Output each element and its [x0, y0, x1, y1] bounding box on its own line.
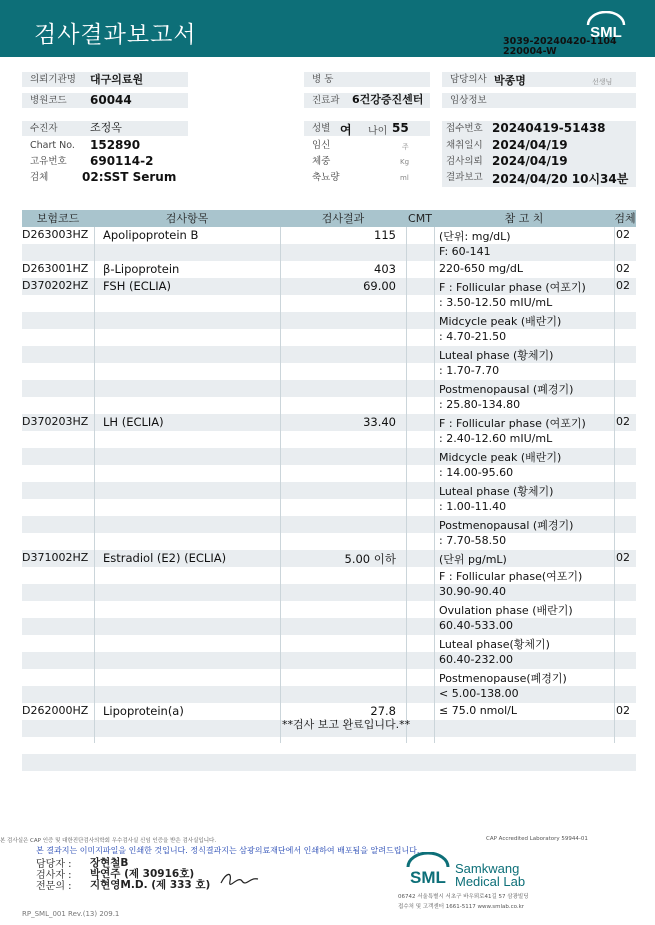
manager-value: 장현철B [90, 857, 129, 869]
reference-line: Midcycle peak (배란기) [439, 451, 562, 464]
test-item: LH (ECLIA) [103, 415, 164, 429]
insurance-code: D370203HZ [22, 415, 89, 428]
report-id-line1: 3039-20240420-1104 [503, 36, 617, 47]
hospital-code-value: 60044 [82, 93, 188, 108]
doctor-suffix: 선생님 [592, 78, 613, 86]
reference-line: 220-650 mg/dL [439, 262, 523, 275]
reference-line: : 7.70-58.50 [439, 534, 507, 547]
vitals-block [304, 121, 430, 187]
institution-label: 의뢰기관명 [22, 72, 82, 87]
notice: 본 결과지는 이미지파일을 인쇄한 것입니다. 정식결과지는 삼광의료재단에서 인쇄하여 배포됨을 알려드립니다. [36, 846, 420, 855]
specimen-code: 02 [616, 415, 630, 428]
institution-value: 대구의료원 [82, 72, 188, 87]
reference-line: Luteal phase (황체기) [439, 485, 554, 498]
insurance-code: D262000HZ [22, 704, 89, 717]
col-specimen: 검체 [614, 212, 636, 225]
reference-line: Luteal phase (황체기) [439, 349, 554, 362]
clinical-info-label: 임상정보 [442, 93, 636, 108]
receipt-value: 20240419-51438 [492, 121, 606, 135]
svg-text:SML: SML [590, 24, 622, 41]
reported-label: 결과보고 [446, 172, 483, 183]
doctor-label: 담당의사 [442, 72, 636, 87]
specialist-label: 전문의 : [36, 881, 72, 892]
specimen-code: 02 [616, 704, 630, 717]
reference-line: Midcycle peak (배란기) [439, 315, 562, 328]
reference-line: F : Follicular phase(여포기) [439, 570, 583, 583]
test-result: 27.8 [370, 704, 396, 718]
weight-label: 체중 [312, 156, 331, 167]
reference-line: Postmenopausal (폐경기) [439, 519, 574, 532]
end-message: **검사 보고 완료입니다.** [282, 718, 411, 731]
test-item: Apolipoprotein B [103, 228, 199, 242]
reference-line: : 14.00-95.60 [439, 466, 514, 479]
reference-line: F : Follicular phase (여포기) [439, 281, 586, 294]
patient-value: 조정옥 [90, 121, 122, 134]
report-id [503, 37, 617, 57]
reference-line: F : Follicular phase (여포기) [439, 417, 586, 430]
chart-label: Chart No. [30, 140, 75, 151]
patient-label: 수진자 [22, 121, 188, 136]
weight-unit: Kg [400, 158, 410, 166]
unique-label: 고유번호 [30, 156, 67, 167]
specimen-code: 02 [616, 228, 630, 241]
company-logo-icon [404, 852, 452, 886]
col-result: 검사결과 [321, 212, 365, 225]
insurance-code: D371002HZ [22, 551, 89, 564]
reference-line: : 25.80-134.80 [439, 398, 521, 411]
collected-value: 2024/04/19 [492, 138, 568, 152]
age-label: 나이 [368, 126, 388, 137]
table-stripe [22, 754, 636, 771]
insurance-code: D263001HZ [22, 262, 89, 275]
manager-label: 담당자 : [36, 859, 72, 870]
test-item: β-Lipoprotein [103, 262, 180, 276]
svg-text:SML: SML [410, 868, 446, 886]
reference-line: : 1.70-7.70 [439, 364, 500, 377]
reference-line: < 5.00-138.00 [439, 687, 519, 700]
reference-line: Luteal phase(황체기) [439, 638, 550, 651]
specimen-code: 02 [616, 262, 630, 275]
insurance-code: D263003HZ [22, 228, 89, 241]
age-value: 55 [392, 121, 409, 135]
receipt-block [442, 121, 636, 187]
collected-label: 채취일시 [446, 140, 483, 151]
examiner-value: 박연주 (제 30916호) [90, 868, 195, 880]
company-name-line1: Samkwang [455, 861, 520, 876]
col-item: 검사항목 [165, 212, 209, 225]
patient-block [22, 121, 188, 187]
department-label: 진료과 [304, 93, 430, 108]
results-table-header [22, 210, 636, 227]
specialist-value: 지현영M.D. (제 333 호) [90, 879, 211, 891]
specimen-code: 02 [616, 551, 630, 564]
examiner-label: 검사자 : [36, 870, 72, 881]
reference-line: (단위 pg/mL) [439, 553, 507, 566]
unique-value: 690114-2 [90, 154, 154, 168]
department-value: 6건강증진센터 [352, 93, 424, 106]
col-divider [614, 227, 615, 743]
col-divider [94, 227, 95, 743]
specimen-value: 02:SST Serum [82, 170, 177, 184]
reference-line: ≤ 75.0 nmol/L [439, 704, 518, 717]
table-stripe [22, 652, 636, 669]
test-result: 33.40 [363, 415, 396, 429]
test-result: 403 [374, 262, 396, 276]
col-divider [280, 227, 281, 743]
company-address: 06742 서울특별시 서초구 바우뫼로41길 57 삼광빌딩 [398, 894, 529, 900]
reference-line: : 4.70-21.50 [439, 330, 507, 343]
pregnancy-unit: 주 [402, 143, 409, 151]
table-stripe [22, 584, 636, 601]
ward-label: 병 동 [304, 72, 430, 87]
col-divider [434, 227, 435, 743]
table-stripe [22, 244, 636, 261]
test-result: 115 [374, 228, 396, 242]
requested-label: 검사의뢰 [446, 156, 483, 167]
reference-line: (단위: mg/dL) [439, 230, 511, 243]
company-name-line2: Medical Lab [455, 874, 526, 889]
receipt-label: 접수번호 [446, 123, 483, 134]
document-code: RP_SML_001 Rev.(13) 209.1 [22, 910, 120, 918]
signature-icon [218, 869, 262, 887]
reference-line: F: 60-141 [439, 245, 491, 258]
sex-value: 여 [340, 123, 352, 137]
pregnancy-label: 임신 [312, 140, 331, 151]
reported-value: 2024/04/20 10시34분 [492, 172, 629, 186]
reference-line: : 2.40-12.60 mIU/mL [439, 432, 553, 445]
test-result: 5.00 이하 [344, 552, 396, 566]
reference-line: 60.40-232.00 [439, 653, 513, 666]
col-divider [406, 227, 407, 743]
company-name [455, 862, 525, 888]
requested-value: 2024/04/19 [492, 154, 568, 168]
reference-line: : 1.00-11.40 [439, 500, 507, 513]
col-reference: 참 고 치 [504, 212, 544, 225]
doctor-value: 박종명 [494, 74, 526, 87]
reference-line: Ovulation phase (배란기) [439, 604, 573, 617]
insurance-code: D370202HZ [22, 279, 89, 292]
cap-note: CAP Accredited Laboratory 59944-01 [486, 836, 588, 842]
table-stripe [22, 618, 636, 635]
cert-note: 본 검사실은 CAP 인증 및 대한진단검사의학회 우수검사실 신임 인증을 받은 검사실입니다. [0, 838, 217, 844]
test-result: 69.00 [363, 279, 396, 293]
test-item: Estradiol (E2) (ECLIA) [103, 551, 227, 565]
urine-label: 축뇨량 [312, 172, 340, 183]
reference-line: 30.90-90.40 [439, 585, 506, 598]
col-code: 보험코드 [36, 212, 80, 225]
col-cmt: CMT [408, 212, 432, 225]
chart-value: 152890 [90, 138, 141, 152]
company-contact: 접수처 및 고객센터 1661-5117 www.smlab.co.kr [398, 904, 525, 910]
specimen-label: 검체 [30, 172, 49, 183]
test-item: Lipoprotein(a) [103, 704, 184, 718]
reference-line: 60.40-533.00 [439, 619, 513, 632]
reference-line: Postmenopausal (폐경기) [439, 383, 574, 396]
reference-line: : 3.50-12.50 mIU/mL [439, 296, 553, 309]
urine-unit: ml [400, 174, 409, 182]
report-id-line2: 220004-W [503, 46, 557, 57]
reference-line: Postmenopause(폐경기) [439, 672, 567, 685]
test-item: FSH (ECLIA) [103, 279, 171, 293]
sex-label: 성별 [304, 121, 430, 136]
hospital-code-label: 병원코드 [22, 93, 82, 108]
table-stripe [22, 686, 636, 703]
specimen-code: 02 [616, 279, 630, 292]
report-title: 검사결과보고서 [34, 22, 197, 48]
